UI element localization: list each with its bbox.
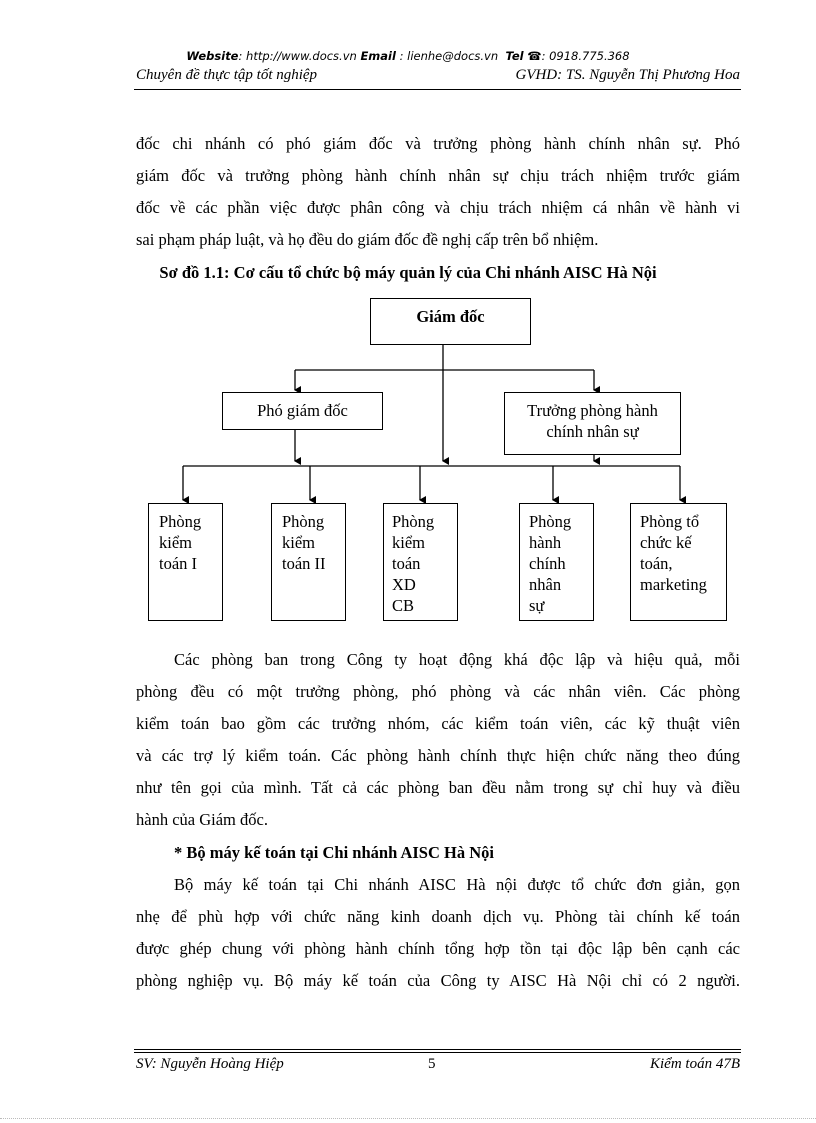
- department-line: Phòng: [282, 512, 325, 531]
- page-number: 5: [428, 1056, 436, 1072]
- department-box: [383, 503, 458, 621]
- paragraph-line: và các trợ lý kiểm toán. Các phòng hành chính thực hiện chức năng theo đúng: [136, 746, 740, 765]
- paragraph-line: nhẹ để phù hợp với chức năng kinh doanh dịch vụ. Phòng tài chính kế toán: [136, 907, 740, 926]
- department-line: chức kế: [640, 533, 692, 552]
- director-box: [370, 298, 531, 345]
- diagram-title: Sơ đồ 1.1: Cơ cấu tổ chức bộ máy quản lý của Chi nhánh AISC Hà Nội: [159, 263, 657, 282]
- department-line: toán I: [159, 554, 198, 573]
- tel-value: : 0918.775.368: [541, 49, 630, 63]
- department-line: CB: [392, 596, 415, 615]
- hr-head-line: Trưởng phòng hành: [527, 401, 658, 420]
- department-line: nhân: [529, 575, 562, 594]
- hr-head-line: chính nhân sự: [546, 422, 639, 441]
- department-line: XD: [392, 575, 416, 594]
- page-edge: [0, 1118, 816, 1119]
- paragraph-line: kiểm toán bao gồm các trưởng nhóm, các kiểm toán viên, các kỹ thuật viên: [136, 714, 740, 733]
- paragraph-2: [136, 644, 740, 836]
- paragraph-line: như tên gọi của mình. Tất cả các phòng ban đều nằm trong sự chỉ huy và điều: [136, 778, 740, 797]
- footer-divider: [134, 1049, 741, 1050]
- department-line: toán: [392, 554, 421, 573]
- report-title: Chuyên đề thực tập tốt nghiệp: [136, 67, 318, 83]
- department-line: Phòng: [159, 512, 202, 531]
- paragraph-line: phòng nghiệp vụ. Bộ máy kế toán của Công ty AISC Hà Nội chỉ có 2 người.: [136, 971, 740, 990]
- footer-divider: [134, 1052, 741, 1053]
- deputy-director-box: [222, 392, 383, 430]
- department-box: [271, 503, 346, 621]
- paragraph-line: được ghép chung với phòng hành chính tổng hợp tồn tại độc lập bên cạnh các: [136, 939, 740, 958]
- department-line: chính: [529, 554, 566, 573]
- hr-head-box: [504, 392, 681, 455]
- department-line: kiểm: [282, 533, 315, 552]
- class-name: Kiểm toán 47B: [650, 1056, 740, 1072]
- deputy-label: Phó giám đốc: [257, 401, 348, 420]
- paragraph-line: đốc về các phần việc được phân công và chịu trách nhiệm cá nhân về hành vi: [136, 198, 740, 217]
- paragraph-line: Bộ máy kế toán tại Chi nhánh AISC Hà nội được tổ chức đơn giản, gọn: [174, 875, 740, 894]
- website-label: Website: [186, 49, 239, 63]
- paragraph-line: đốc chi nhánh có phó giám đốc và trưởng phòng hành chính nhân sự. Phó: [136, 134, 740, 153]
- student-name: SV: Nguyễn Hoàng Hiệp: [136, 1056, 284, 1072]
- department-line: Phòng: [392, 512, 435, 531]
- supervisor: GVHD: TS. Nguyễn Thị Phương Hoa: [515, 67, 740, 83]
- paragraph-line: hành của Giám đốc.: [136, 810, 268, 829]
- phone-icon: ☎: [527, 49, 542, 63]
- email-label: Email: [360, 49, 396, 63]
- department-line: Phòng: [529, 512, 572, 531]
- paragraph-line: Các phòng ban trong Công ty hoạt động khá độc lập và hiệu quả, mỗi: [174, 650, 740, 669]
- department-line: kiểm: [159, 533, 192, 552]
- paragraph-line: sai phạm pháp luật, và họ đều do giám đốc đề nghị cấp trên bổ nhiệm.: [136, 230, 599, 249]
- paragraph-line: phòng đều có một trưởng phòng, phó phòng và các nhân viên. Các phòng: [136, 682, 740, 701]
- website-value: : http://www.docs.vn: [238, 49, 357, 63]
- department-line: toán II: [282, 554, 326, 573]
- department-line: Phòng tổ: [640, 512, 700, 531]
- paragraph-3: [136, 869, 740, 997]
- paragraph-line: giám đốc và trưởng phòng hành chính nhân sự chịu trách nhiệm trước giám: [136, 166, 740, 185]
- department-line: toán,: [640, 554, 673, 573]
- department-box: [630, 503, 727, 621]
- tel-label: Tel: [505, 49, 524, 63]
- section-heading: * Bộ máy kế toán tại Chi nhánh AISC Hà Nội: [174, 843, 494, 862]
- email-value: : lienhe@docs.vn: [399, 49, 499, 63]
- director-label: Giám đốc: [416, 307, 485, 326]
- department-line: marketing: [640, 575, 707, 594]
- department-line: kiểm: [392, 533, 425, 552]
- department-box: [148, 503, 223, 621]
- department-line: sự: [529, 596, 545, 615]
- department-box: [519, 503, 594, 621]
- department-line: hành: [529, 533, 562, 552]
